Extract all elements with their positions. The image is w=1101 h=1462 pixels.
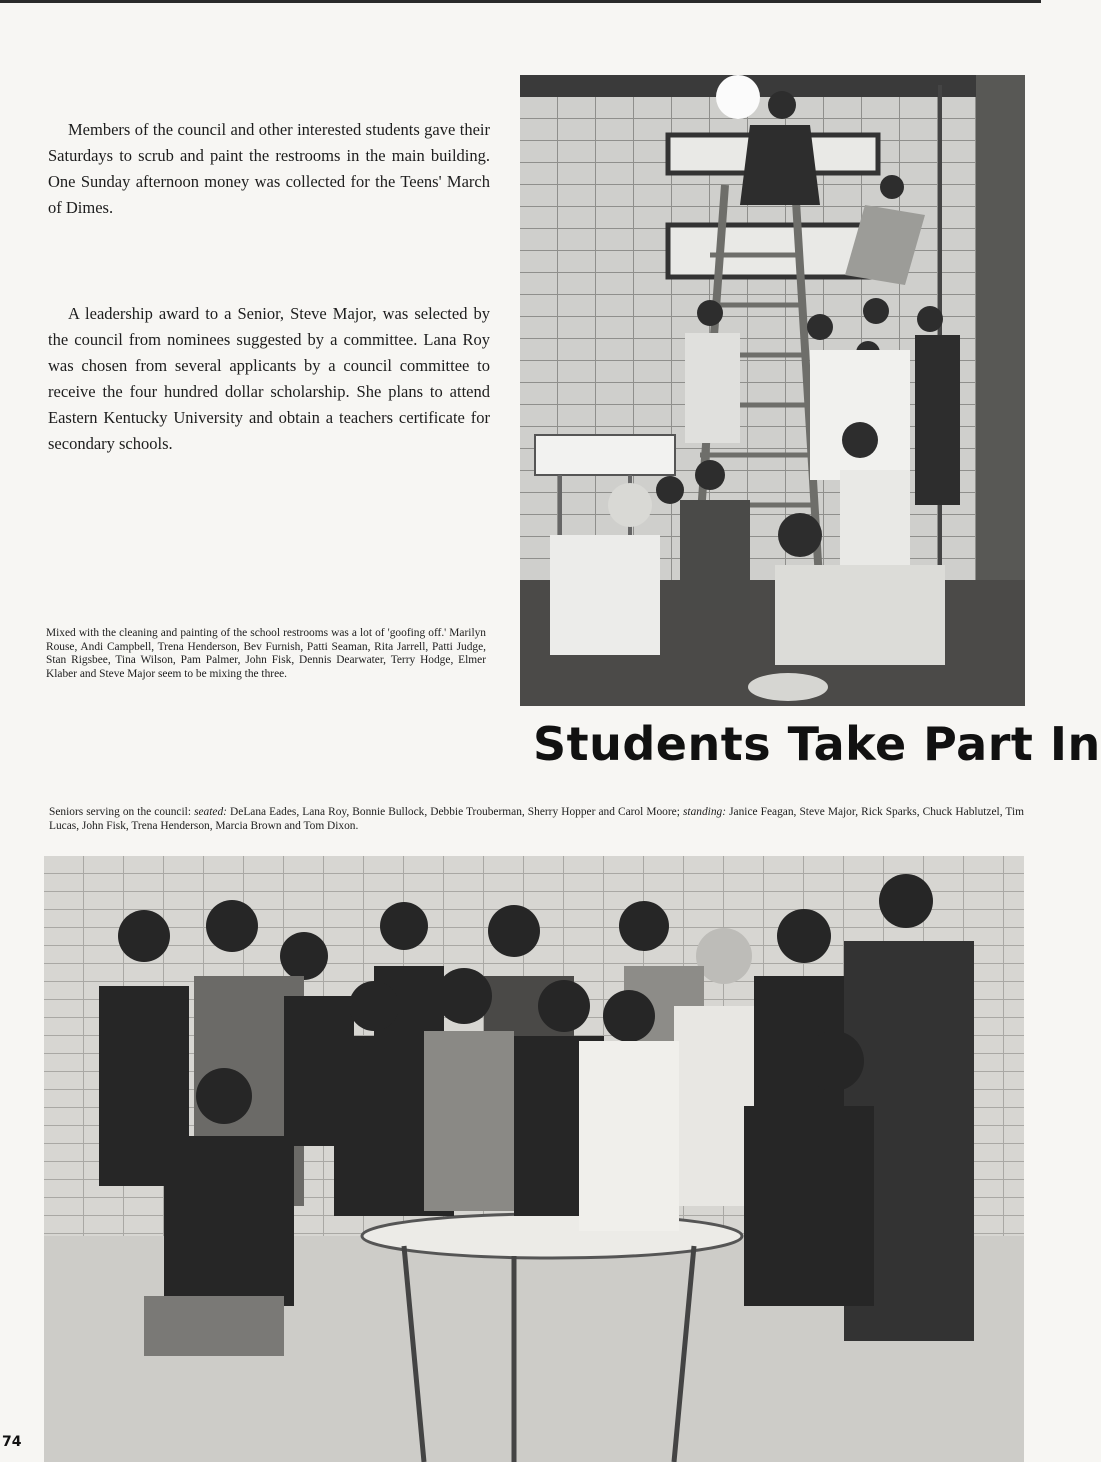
top-rule [0, 0, 1041, 3]
caption-intro: Seniors serving on the council: [49, 806, 191, 818]
seated-names: DeLana Eades, Lana Roy, Bonnie Bullock, Debbie Trouberman, Sherry Hopper and Carol Moore; [230, 806, 680, 818]
student-council-group-photo [44, 856, 1024, 1462]
seated-label: seated: [194, 806, 227, 818]
article-paragraph-1: Members of the council and other interested students gave their Saturdays to scrub and paint the restrooms in the main building. One Sunday afternoon money was collected for the Teens' March of Dimes. [48, 120, 490, 217]
standing-label: standing: [682, 806, 727, 818]
page-number: 74 [2, 1434, 22, 1450]
council-photo-caption [49, 806, 1024, 833]
council-photo-drawing [44, 856, 1024, 1462]
restroom-photo-drawing [520, 75, 1025, 706]
article-paragraph-2: A leadership award to a Senior, Steve Major, was selected by the council from nominees suggested by a committee. Lana Roy was chosen from several applicants by a council committee to receive the four hundred dollar scholarship. She plans to attend Eastern Kentucky University and obtain a teachers certificate for secondary schools. [48, 304, 490, 453]
standing-names: Janice Feagan, Steve Major, Rick Sparks, Chuck Hablutzel, Tim Lucas, John Fisk, Trena Henderson, Marcia Brown and Tom Dixon. [49, 806, 1025, 832]
restroom-photo-caption: Mixed with the cleaning and painting of the school restrooms was a lot of 'goofing off.' Marilyn Rouse, Andi Campbell, Trena Henderson, Bev Furnish, Patti Seaman, Rita Jarrell, Patti Judge, Stan Rigsbee, Tina Wilson, Pam Palmer, John Fisk, Dennis Dearwater, Terry Hodge, Elmer Klaber and Steve Major seem to be mixing the three. [46, 627, 486, 680]
page-headline: Students Take Part In [533, 717, 1101, 771]
restroom-cleaning-photo [520, 75, 1025, 706]
